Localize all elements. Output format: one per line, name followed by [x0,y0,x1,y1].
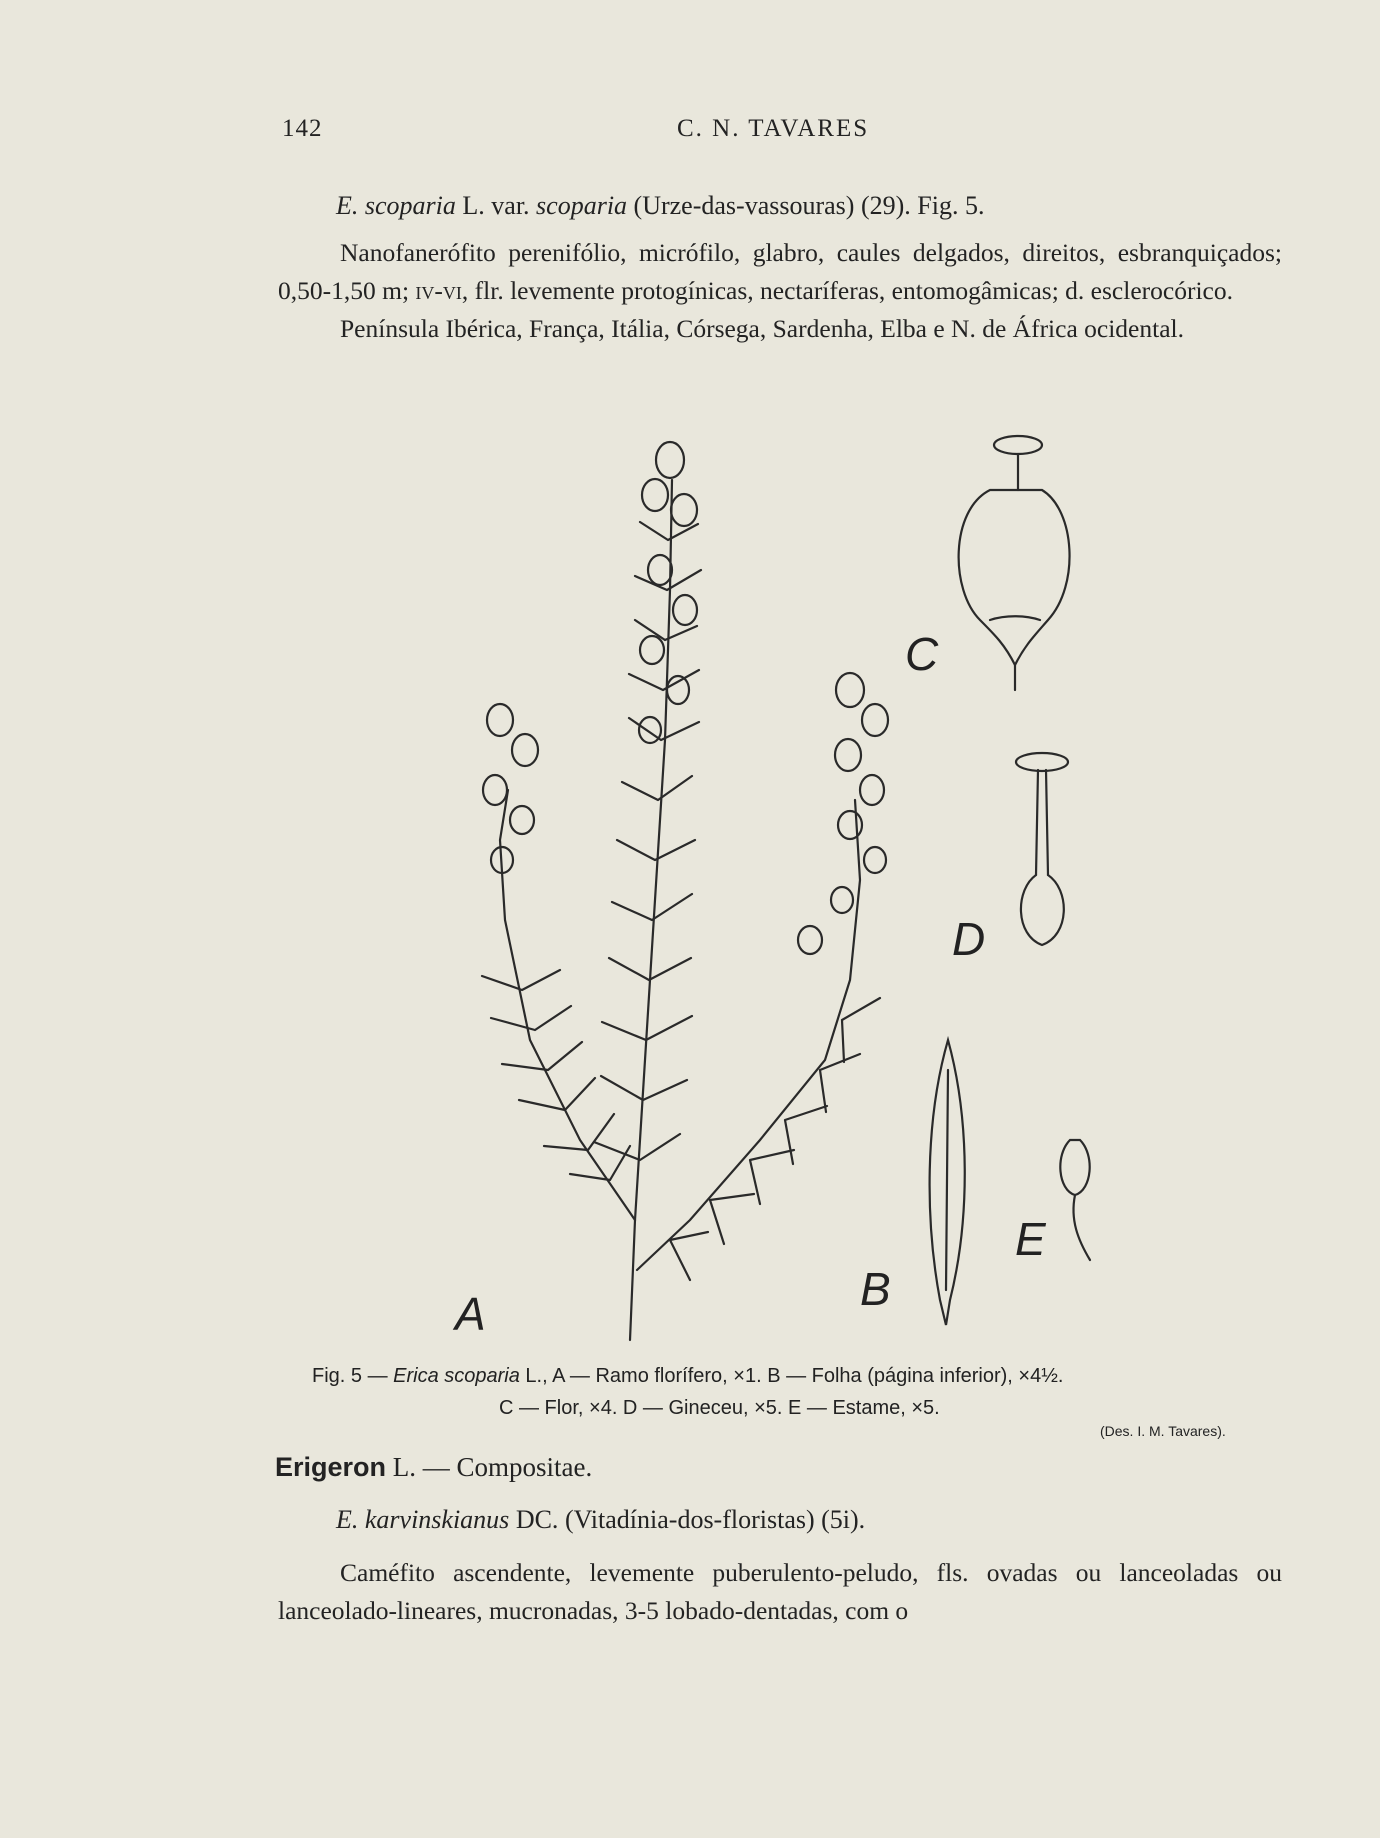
entry2-description: Caméfito ascendente, levemente puberulento-peludo, fls. ovadas ou lanceoladas ou lanceolado-lineares, mucronadas, 3-5 lobado-dentadas, com o [278,1558,1282,1625]
entry-title [336,191,984,221]
figure-caption [312,1360,1287,1424]
caption-line1: L., A — Ramo florífero, ×1. B — Folha (página inferior), ×4½. [525,1365,1064,1387]
genus-name: Erigeron [275,1452,387,1482]
page-number: 142 [282,115,323,142]
entry2-binomial: E. karvinskianus [336,1505,510,1534]
caption-line2: C — Flor, ×4. D — Gineceu, ×5. E — Estame, ×5. [499,1397,940,1419]
entry-distribution: Península Ibérica, França, Itália, Córsega, Sardenha, Elba e N. de África ocidental. [340,314,1184,343]
left-branch [500,790,635,1220]
figure-label-e: E [1015,1213,1046,1265]
botanical-figure [430,420,1150,1350]
entry-author: L. var. [462,191,530,220]
flower-clusters [483,442,888,954]
description-part1: Nanofanerófito perenifólio, micrófilo, glabro, caules delgados, direitos, esbranquiçados; 0,50-1,50 m; [278,238,1282,305]
caption-species: Erica scoparia [393,1365,520,1387]
leaves-main [594,522,701,1160]
description-part2: , flr. levemente protogínicas, nectaríferas, entomogâmicas; d. esclerocórico. [461,276,1233,305]
entry-variety: scoparia [536,191,628,220]
leaves-right [670,998,880,1280]
figure-label-b: B [860,1263,891,1315]
illustration-credit: (Des. I. M. Tavares). [1100,1423,1226,1439]
flower-detail-c [959,436,1070,690]
entry2-title [336,1505,865,1535]
entry2-author: DC. [515,1505,559,1534]
genus-family: L. — Compositae. [392,1452,593,1482]
entry2-title-rest: (Vitadínia-dos-floristas) (5i). [564,1505,866,1534]
right-branch [637,800,860,1270]
erica-illustration [430,420,1150,1350]
entry-title-rest: (Urze-das-vassouras) (29). Fig. 5. [633,191,985,220]
entry-description [278,234,1282,348]
entry-binomial: E. scoparia [336,191,456,220]
figure-label-c: C [905,628,939,680]
leaf-detail-b [930,1040,965,1325]
gynoecium-detail-d [1016,753,1068,945]
genus-heading [275,1452,592,1483]
running-head: C. N. TAVARES [677,115,870,142]
caption-fig-number: Fig. 5 — [312,1365,388,1387]
description-months: iv-vi [415,276,462,305]
figure-label-d: D [952,913,986,965]
stamen-detail-e [1060,1140,1090,1260]
figure-label-a: A [455,1288,486,1340]
